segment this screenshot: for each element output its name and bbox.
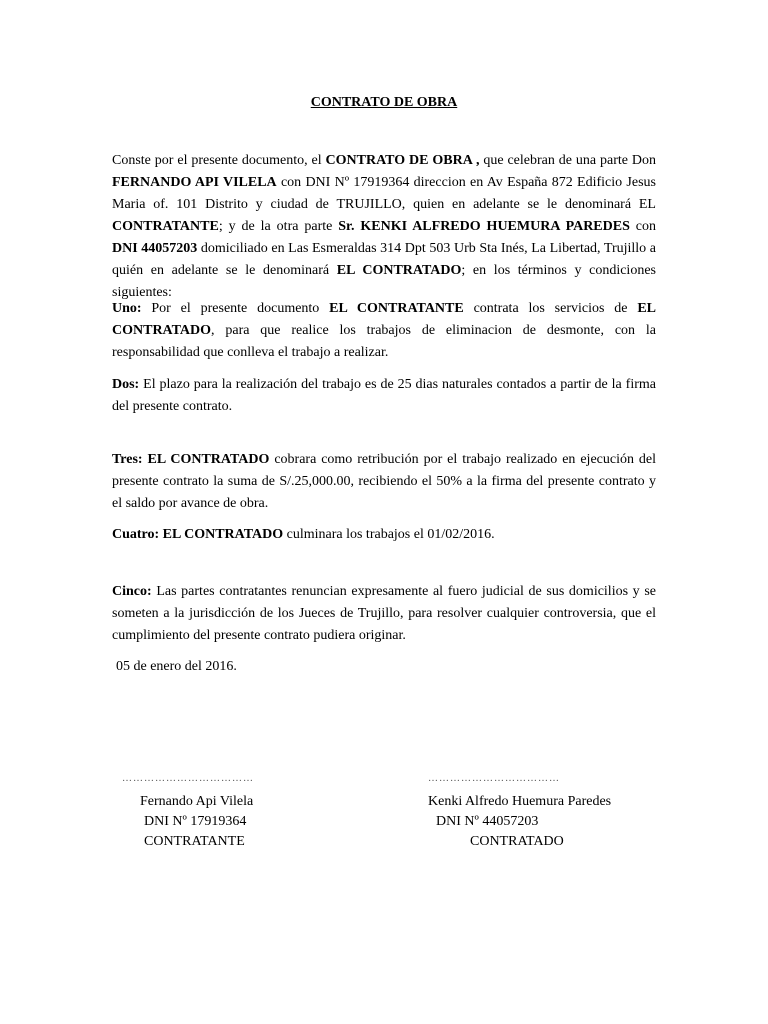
- intro-text-5: con: [629, 219, 656, 234]
- intro-bold-contratante: CONTRATANTE: [112, 219, 219, 234]
- document-date: 05 de enero del 2016.: [116, 659, 237, 674]
- intro-text-1: Conste por el presente documento, el: [112, 153, 326, 168]
- signature-line-left: ………………………………: [122, 773, 254, 784]
- clause-cuatro-text: culminara los trabajos el 01/02/2016.: [283, 527, 495, 542]
- clause-uno-text-2: contrata los servicios de: [463, 301, 638, 316]
- clause-uno: [112, 298, 656, 364]
- signature-role-left: CONTRATANTE: [144, 834, 245, 849]
- clause-uno-bold-2: EL CONTRATADO: [112, 301, 657, 338]
- signature-block-contratado: [428, 772, 611, 852]
- clause-dos: [112, 374, 656, 418]
- signature-name-right: Kenki Alfredo Huemura Paredes: [428, 794, 612, 809]
- intro-text-2: que celebran de una parte Don: [479, 153, 656, 168]
- clause-tres-text: cobrara como retribución por el trabajo realizado en ejecución del presente contrato la suma de S/.25,000.00, recibiendo el 50% a la firma del presente contrato y el saldo por avance de obra.: [112, 452, 657, 511]
- signature-block-contratante: [122, 772, 254, 852]
- clause-uno-label: Uno:: [112, 301, 142, 316]
- intro-text-6: domiciliado en Las Esmeraldas 314 Dpt 503 Urb Sta Inés, La Libertad, Trujillo a quién en adelante se le denominará: [112, 241, 657, 278]
- clause-cuatro-label: Cuatro: EL CONTRATADO: [112, 527, 284, 542]
- signature-name-left: Fernando Api Vilela: [140, 794, 254, 809]
- intro-paragraph: [112, 150, 656, 304]
- clause-uno-text-1: Por el presente documento: [141, 301, 330, 316]
- clause-cuatro: [112, 524, 656, 546]
- intro-bold-contratado: EL CONTRATADO: [336, 263, 462, 278]
- clause-tres: [112, 449, 656, 515]
- clause-cinco-label: Cinco:: [112, 584, 152, 599]
- clause-dos-text: El plazo para la realización del trabajo es de 25 dias naturales contados a partir de la firma del presente contrato.: [112, 377, 656, 414]
- clause-cinco: [112, 581, 656, 647]
- intro-bold-contratado-name: Sr. KENKI ALFREDO HUEMURA PAREDES: [338, 219, 630, 234]
- intro-text-3: con DNI Nº 17919364 direccion en Av España 872 Edificio Jesus Maria of. 101 Distrito y ciudad de TRUJILLO, quien en adelante se le denominará EL: [112, 175, 656, 212]
- intro-bold-dni: DNI 44057203: [112, 241, 198, 256]
- signature-role-right: CONTRATADO: [470, 834, 564, 849]
- intro-bold-contract: CONTRATO DE OBRA ,: [325, 153, 480, 168]
- clause-uno-text-3: , para que realice los trabajos de eliminacion de desmonte, con la responsabilidad que conlleva el trabajo a realizar.: [112, 323, 656, 360]
- clause-uno-bold-1: EL CONTRATANTE: [329, 301, 464, 316]
- signature-dni-right: DNI Nº 44057203: [436, 814, 539, 829]
- document-title: CONTRATO DE OBRA: [310, 95, 458, 110]
- intro-bold-contratante-name: FERNANDO API VILELA: [112, 175, 277, 190]
- clause-dos-label: Dos:: [112, 377, 140, 392]
- intro-text-4: ; y de la otra parte: [218, 219, 339, 234]
- signature-dni-left: DNI Nº 17919364: [144, 814, 247, 829]
- signature-line-right: ………………………………: [428, 773, 560, 784]
- clause-cinco-text: Las partes contratantes renuncian expresamente al fuero judicial de sus domicilios y se someten a la jurisdicción de los Jueces de Trujillo, para resolver cualquier controversia, que el cumplimiento del presente contrato pudiera originar.: [112, 584, 656, 643]
- intro-text-7: ; en los términos y condiciones siguientes:: [112, 263, 656, 300]
- clause-tres-label: Tres: EL CONTRATADO: [112, 452, 270, 467]
